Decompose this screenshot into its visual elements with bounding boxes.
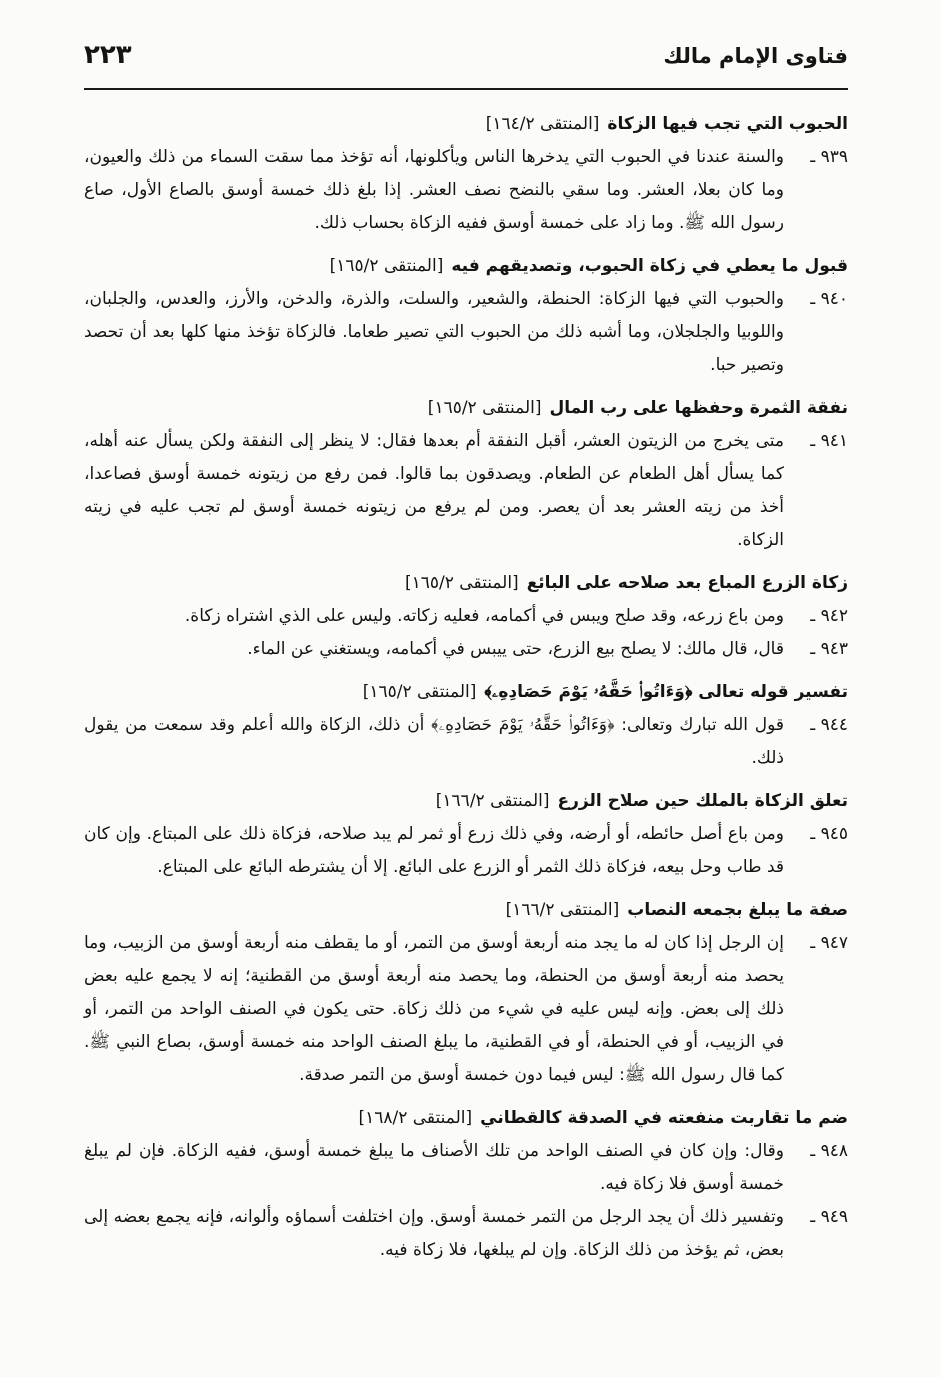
- section-heading: [84, 250, 848, 283]
- section-heading: [84, 392, 848, 425]
- entry-number: ٩٤٥ ـ: [810, 824, 848, 844]
- entry: [84, 1201, 848, 1267]
- entry: [84, 818, 848, 884]
- header-rule: [84, 88, 848, 90]
- section: [84, 676, 848, 775]
- section-reference: [المنتقى ١٦٨/٢]: [358, 1108, 473, 1128]
- entry-number: ٩٤١ ـ: [810, 431, 848, 451]
- section-heading: [84, 676, 848, 709]
- entry: [84, 283, 848, 382]
- entry-text: إن الرجل إذا كان له ما يجد منه أربعة أوسق من التمر، أو ما يقطف منه أربعة أوسق من الزبيب، وما يحصد منه أربعة أوسق من الحنطة، وما يحصد منه أربعة أوسق من القطنية؛ إنه لا يجمع عليه بعض ذلك إلى بعض. وإنه ليس عليه في شيء من ذلك زكاة. حتى يكون في الصنف الواحد من التمر، أو في الزبيب، أو في الحنطة، أو في القطنية، ما يبلغ الصنف الواحد منه خمسة أوسق، بصاع النبي ﷺ. كما قال رسول الله ﷺ: ليس فيما دون خمسة أوسق من التمر صدقة.: [84, 933, 784, 1085]
- entry-text: ومن باع زرعه، وقد صلح ويبس في أكمامه، فعليه زكاته. وليس على الذي اشتراه زكاة.: [184, 606, 784, 626]
- section-heading: [84, 894, 848, 927]
- entry-text: والحبوب التي فيها الزكاة: الحنطة، والشعير، والسلت، والذرة، والدخن، والأرز، والعدس، والجلبان، واللوبيا والجلجلان، وما أشبه ذلك من الحبوب التي تصير طعاما. فالزكاة تؤخذ منها كلها بعد أن تحصد وتصير حبا.: [84, 289, 784, 375]
- section-heading: [84, 567, 848, 600]
- entry-text: وقال: وإن كان في الصنف الواحد من تلك الأصناف ما يبلغ خمسة أوسق، ففيه الزكاة. فإن لم يبلغ خمسة أوسق فلا زكاة فيه.: [84, 1141, 784, 1194]
- entry-number: ٩٤٨ ـ: [810, 1141, 848, 1161]
- section-title: نفقة الثمرة وحفظها على رب المال: [549, 398, 848, 418]
- section-title: الحبوب التي تجب فيها الزكاة: [607, 114, 848, 134]
- entry: [84, 709, 848, 775]
- entry-text: وتفسير ذلك أن يجد الرجل من التمر خمسة أوسق. وإن اختلفت أسماؤه وألوانه، فإنه يجمع بعضه إلى بعض، ثم يؤخذ من ذلك الزكاة. وإن لم يبلغها، فلا زكاة فيه.: [84, 1207, 784, 1260]
- entry-number: ٩٤٩ ـ: [810, 1207, 848, 1227]
- section: [84, 250, 848, 382]
- section-heading: [84, 108, 848, 141]
- section-title: ضم ما تقاربت منفعته في الصدقة كالقطاني: [480, 1108, 848, 1128]
- section: [84, 108, 848, 240]
- entry-text: ومن باع أصل حائطه، أو أرضه، وفي ذلك زرع أو ثمر لم يبد صلاحه، فزكاة ذلك على المبتاع. وإن كان قد طاب وحل بيعه، فزكاة ذلك الثمر أو الزرع على البائع. إلا أن يشترطه البائع على المبتاع.: [84, 824, 784, 877]
- section: [84, 392, 848, 557]
- running-title: فتاوى الإمام مالك: [663, 44, 848, 68]
- section-heading: [84, 1102, 848, 1135]
- section-title: تعلق الزكاة بالملك حين صلاح الزرع: [557, 791, 848, 811]
- entry: [84, 141, 848, 240]
- entry: [84, 600, 848, 633]
- entry-number: ٩٤٢ ـ: [810, 606, 848, 626]
- section-title: تفسير قوله تعالى ﴿وَءَاتُوا۟ حَقَّهُۥ يَوْمَ حَصَادِهِۦ﴾: [484, 682, 848, 702]
- page-number: ٢٢٣: [84, 40, 132, 70]
- entry-number: ٩٣٩ ـ: [810, 147, 848, 167]
- page-body: [84, 108, 848, 1277]
- entry-number: ٩٤٧ ـ: [810, 933, 848, 953]
- section: [84, 785, 848, 884]
- entry-number: ٩٤٣ ـ: [810, 639, 848, 659]
- entry: [84, 633, 848, 666]
- section-title: زكاة الزرع المباع بعد صلاحه على البائع: [526, 573, 848, 593]
- entry: [84, 425, 848, 557]
- page-header: [84, 36, 848, 86]
- entry-number: ٩٤٠ ـ: [810, 289, 848, 309]
- entry: [84, 1135, 848, 1201]
- section: [84, 894, 848, 1092]
- section-reference: [المنتقى ١٦٥/٢]: [427, 398, 542, 418]
- section-title: قبول ما يعطي في زكاة الحبوب، وتصديقهم فيه: [451, 256, 848, 276]
- section: [84, 567, 848, 666]
- entry-number: ٩٤٤ ـ: [810, 715, 848, 735]
- entry-text: والسنة عندنا في الحبوب التي يدخرها الناس ويأكلونها، أنه تؤخذ مما سقت السماء من ذلك والعيون، وما كان بعلا، العشر. وما سقي بالنضح نصف العشر. إذا بلغ ذلك خمسة أوسق بالصاع الأول، صاع رسول الله ﷺ. وما زاد على خمسة أوسق ففيه الزكاة بحساب ذلك.: [84, 147, 784, 233]
- section-reference: [المنتقى ١٦٥/٢]: [329, 256, 444, 276]
- section-reference: [المنتقى ١٦٤/٢]: [485, 114, 600, 134]
- entry-text: قول الله تبارك وتعالى: ﴿وَءَاتُوا۟ حَقَّهُۥ يَوْمَ حَصَادِهِۦ﴾ أن ذلك، الزكاة والله أعلم وقد سمعت من يقول ذلك.: [84, 715, 784, 768]
- section: [84, 1102, 848, 1267]
- section-reference: [المنتقى ١٦٦/٢]: [435, 791, 550, 811]
- entry: [84, 927, 848, 1092]
- section-heading: [84, 785, 848, 818]
- entry-text: قال، قال مالك: لا يصلح بيع الزرع، حتى ييبس في أكمامه، ويستغني عن الماء.: [247, 639, 784, 659]
- section-reference: [المنتقى ١٦٥/٢]: [404, 573, 519, 593]
- entry-text: متى يخرج من الزيتون العشر، أقبل النفقة أم بعدها فقال: لا ينظر إلى النفقة ولكن يسأل عنه أهله، كما يسأل أهل الطعام عن الطعام. ويصدقون بما قالوا. فمن رفع من زيتونه خمسة أوسق فصاعدا، أخذ من زيته العشر بعد أن يعصر. ومن لم يرفع من زيتونه خمسة أوسق لم تجب عليه في زيته الزكاة.: [84, 431, 784, 550]
- section-title: صفة ما يبلغ بجمعه النصاب: [627, 900, 848, 920]
- section-reference: [المنتقى ١٦٥/٢]: [362, 682, 477, 702]
- section-reference: [المنتقى ١٦٦/٢]: [505, 900, 620, 920]
